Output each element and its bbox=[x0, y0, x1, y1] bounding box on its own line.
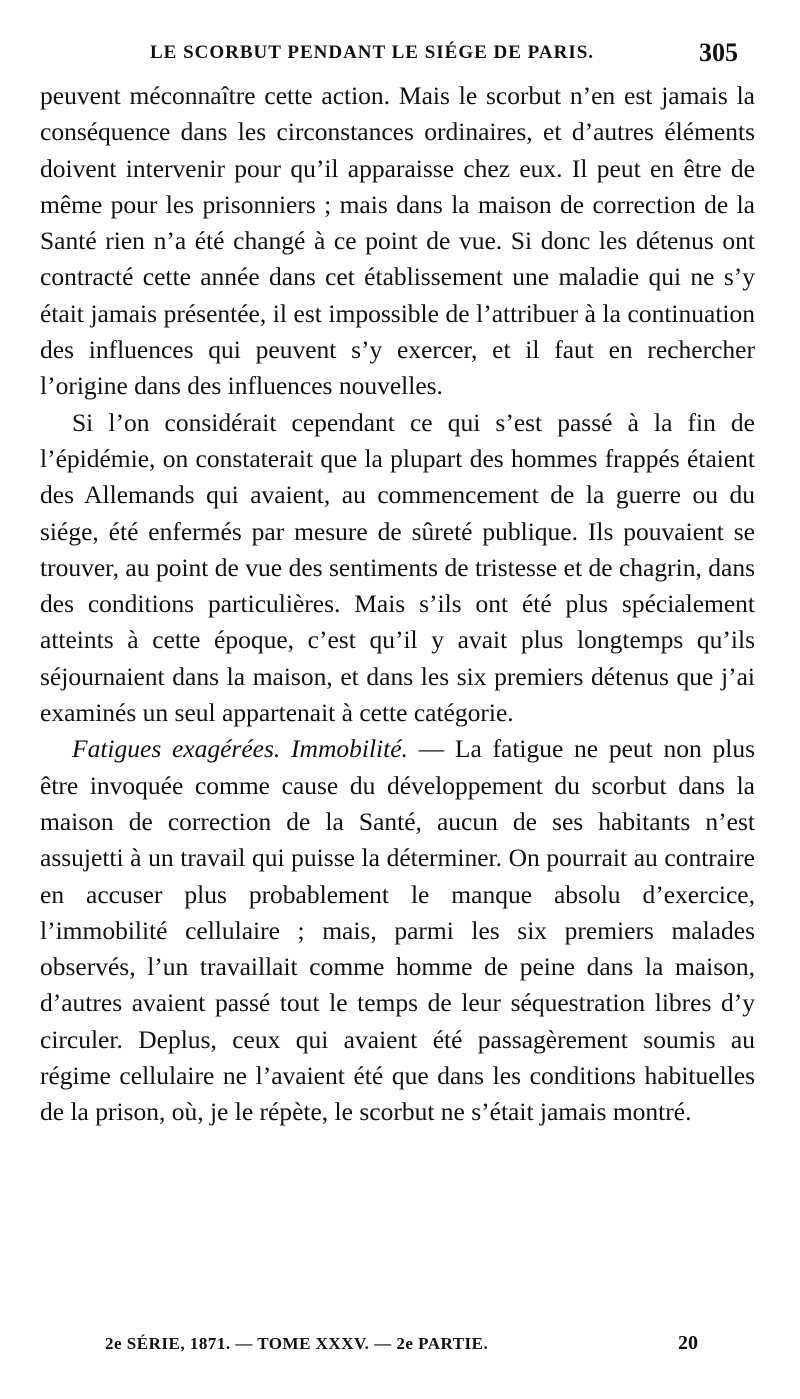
footer-series: 2e SÉRIE, 1871. — TOME XXXV. — 2e PARTIE. bbox=[105, 1334, 489, 1353]
paragraph-fatigue bbox=[40, 731, 755, 1130]
page-number: 305 bbox=[699, 38, 738, 67]
paragraph-epidemic: Si l’on considérait cependant ce qui s’est passé à la fin de l’épidémie, on constaterait que la plupart des hommes frappés étaient des Allemands qui avaient, au commencement de la guerre ou du siége, été enfermés par mesure de sûreté publique. Ils pouvaient se trouver, au point de vue des sentiments de tristesse et de chagrin, dans des conditions particulières. Mais s’ils ont été plus spécialement atteints à cette époque, c’est qu’il y avait plus longtemps qu’ils séjournaient dans la maison, et dans les six premiers détenus que j’ai examinés un seul appartenait à cette catégorie. bbox=[40, 407, 755, 728]
section-body: — La fatigue ne peut non plus être invoquée comme cause du développement du scorbut dans la maison de correction de la Santé, aucun de ses habitants n’est assujetti à un travail qui puisse la déterminer. On pourrait au contraire en accuser plus probablement le manque absolu d’exercice, l’immobilité cellulaire ; mais, parmi les six premiers malades observés, l’un travaillait comme homme de peine dans la maison, d’autres avaient passé tout le temps de leur séquestration libres d’y circuler. Deplus, ceux qui avaient été passagèrement soumis au régime cellulaire ne l’avaient été que dans les conditions habituelles de la prison, où, je le répète, le scorbut ne s’était jamais montré. bbox=[40, 734, 756, 1127]
running-title: LE SCORBUT PENDANT LE SIÉGE DE PARIS. bbox=[150, 42, 595, 63]
page-footer bbox=[40, 1334, 740, 1364]
section-title: Fatigues exagérées. Immobilité. bbox=[72, 734, 408, 764]
paragraph-continuation: peuvent méconnaître cette action. Mais le scorbut n’en est jamais la conséquence dans les circonstances ordinaires, et d’autres éléments doivent intervenir pour qu’il apparaisse chez eux. Il peut en être de même pour les prisonniers ; mais dans la maison de correction de la Santé rien n’a été changé à ce point de vue. Si donc les détenus ont contracté cette année dans cet établissement une maladie qui ne s’y était jamais présentée, il est impossible de l’attribuer à la continuation des influences qui peuvent s’y exercer, et il faut en rechercher l’origine dans des influences nouvelles. bbox=[40, 81, 755, 401]
signature-mark: 20 bbox=[678, 1332, 698, 1354]
body-text bbox=[40, 78, 755, 1131]
running-head bbox=[40, 38, 740, 72]
